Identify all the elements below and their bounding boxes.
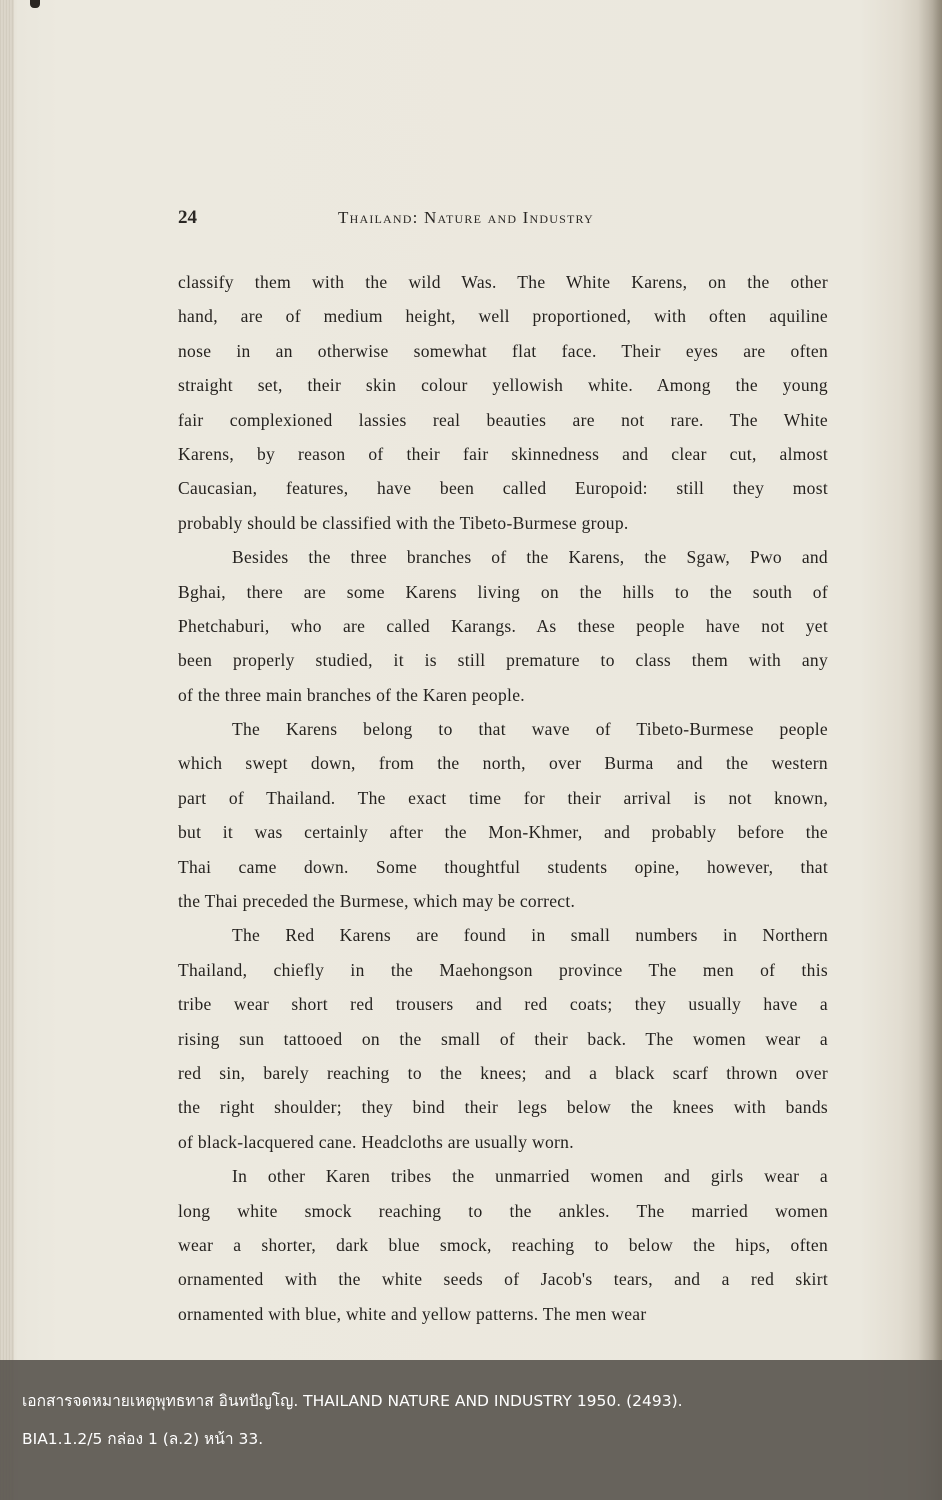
text-line: Karens, by reason of their fair skinnedness and clear cut, almost — [178, 443, 828, 464]
text-line: The Red Karens are found in small numbers in Northern — [232, 925, 828, 946]
text-line: Phetchaburi, who are called Karangs. As these people have not yet — [178, 615, 828, 636]
text-line: the Thai preceded the Burmese, which may be correct. — [178, 891, 576, 912]
running-title: Thailand: Nature and Industry — [338, 208, 594, 227]
text-line: part of Thailand. The exact time for their arrival is not known, — [178, 787, 828, 808]
paragraph — [178, 712, 828, 918]
book-gutter-shadow — [918, 0, 942, 1500]
text-line: rising sun tattooed on the small of their back. The women wear a — [178, 1028, 828, 1049]
paragraph — [178, 540, 828, 712]
text-line: hand, are of medium height, well proportioned, with often aquiline — [178, 306, 828, 327]
text-line: wear a shorter, dark blue smock, reaching to below the hips, often — [178, 1234, 828, 1255]
body-text — [178, 265, 828, 1331]
caption-bar — [0, 1360, 942, 1500]
text-line: but it was certainly after the Mon-Khmer, and probably before the — [178, 822, 828, 843]
text-line: the right shoulder; they bind their legs below the knees with bands — [178, 1097, 828, 1118]
text-line: In other Karen tribes the unmarried women and girls wear a — [232, 1166, 828, 1187]
text-line: of black-lacquered cane. Headcloths are usually worn. — [178, 1131, 574, 1152]
corner-mark — [30, 0, 40, 8]
text-line: tribe wear short red trousers and red coats; they usually have a — [178, 994, 828, 1015]
text-line: fair complexioned lassies real beauties are not rare. The White — [178, 409, 828, 430]
text-line: Besides the three branches of the Karens, the Sgaw, Pwo and — [232, 547, 828, 568]
paragraph — [178, 265, 828, 540]
running-head — [178, 207, 828, 237]
text-line: Thailand, chiefly in the Maehongson province The men of this — [178, 959, 828, 980]
paragraph — [178, 918, 828, 1159]
text-line: been properly studied, it is still premature to class them with any — [178, 650, 828, 671]
page-number: 24 — [178, 207, 197, 228]
text-line: Thai came down. Some thoughtful students opine, however, that — [178, 856, 828, 877]
text-line: Caucasian, features, have been called Europoid: still they most — [178, 478, 828, 499]
text-line: Bghai, there are some Karens living on the hills to the south of — [178, 581, 828, 602]
text-line: which swept down, from the north, over Burma and the western — [178, 753, 828, 774]
text-line: red sin, barely reaching to the knees; and a black scarf thrown over — [178, 1062, 828, 1083]
caption-line-reference: BIA1.1.2/5 กล่อง 1 (ล.2) หน้า 33. — [22, 1430, 264, 1448]
book-page-edges — [0, 0, 14, 1500]
text-line: straight set, their skin colour yellowish white. Among the young — [178, 375, 828, 396]
text-line: classify them with the wild Was. The White Karens, on the other — [178, 272, 828, 292]
text-line: ornamented with blue, white and yellow patterns. The men wear — [178, 1303, 647, 1324]
text-line: nose in an otherwise somewhat flat face. Their eyes are often — [178, 340, 828, 361]
text-line: of the three main branches of the Karen people. — [178, 684, 525, 705]
text-line: probably should be classified with the Tibeto-Burmese group. — [178, 512, 629, 533]
paragraph — [178, 1159, 828, 1331]
caption-line-citation: เอกสารจดหมายเหตุพุทธทาส อินทปัญโญ. THAILAND NATURE AND INDUSTRY 1950. (2493). — [22, 1392, 683, 1410]
text-line: The Karens belong to that wave of Tibeto-Burmese people — [232, 719, 828, 740]
text-line: long white smock reaching to the ankles. The married women — [178, 1200, 828, 1221]
text-line: ornamented with the white seeds of Jacob's tears, and a red skirt — [178, 1269, 828, 1290]
